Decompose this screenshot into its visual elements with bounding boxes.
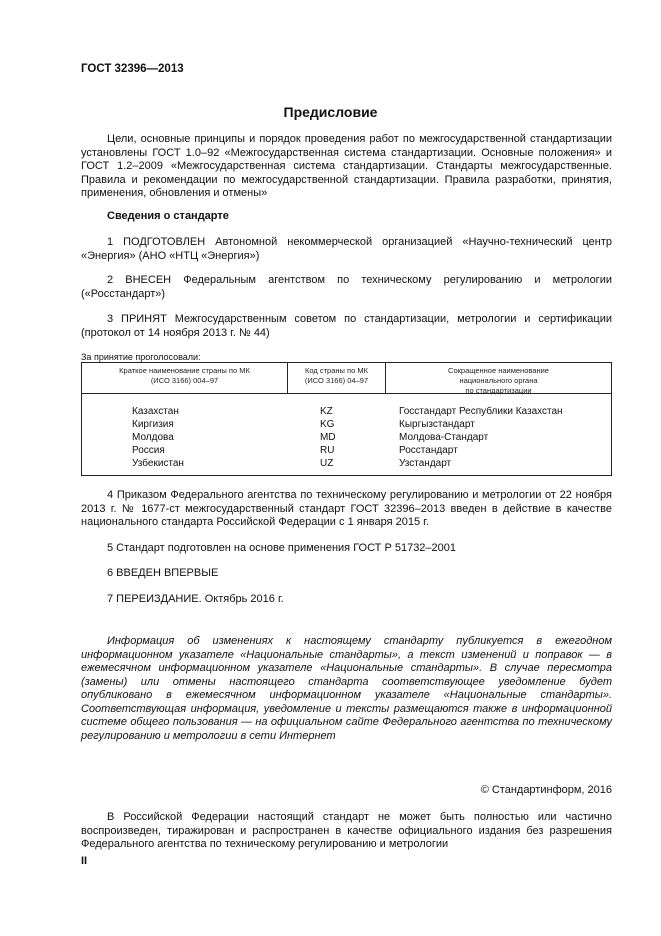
table-cell: Киргизия [132, 419, 174, 430]
item-1: 1 ПОДГОТОВЛЕН Автономной некоммерческой организацией «Научно-технический центр «Энергия» (АНО «НТЦ «Энергия») [81, 236, 612, 262]
table-cell: MD [320, 432, 336, 443]
intro-paragraph: Цели, основные принципы и порядок проведения работ по межгосударственной стандартизации установлены ГОСТ 1.0–92 «Межгосударственная система стандартизации. Основные положения» и ГОСТ 1.2–2009 «Межгосударственная система стандартизации. Стандарты межгосударственные. Правила и рекомендации по межгосударственной стандартизации. Правила разработки, принятия, применения, обновления и отмены» [81, 133, 612, 199]
table-cell: KG [320, 419, 335, 430]
item-4: 4 Приказом Федерального агентства по техническому регулированию и метрологии от 22 ноября 2013 г. № 1677-ст межгосударственный стандарт ГОСТ 32396–2013 введен в действие в качестве национального стандарта Российской Федерации с 1 января 2015 г. [81, 489, 612, 528]
header-body: Сокращенное наименование национального органа по стандартизации [448, 366, 549, 395]
table-cell: Молдова-Стандарт [399, 432, 489, 443]
section-title: Сведения о стандарте [107, 210, 229, 222]
item-7: 7 ПЕРЕИЗДАНИЕ. Октябрь 2016 г. [107, 593, 284, 605]
body-column [399, 405, 563, 470]
header-country: Краткое наименование страны по МК (ИСО 3166) 004–97 [119, 366, 250, 385]
page-title: Предисловие [283, 104, 378, 120]
table-cell: Росстандарт [399, 445, 458, 456]
item-6: 6 ВВЕДЕН ВПЕРВЫЕ [107, 567, 219, 579]
table-cell: Узбекистан [132, 458, 184, 469]
table-cell: Молдова [132, 432, 174, 443]
header-code: Код страны по МК (ИСО 3166) 04–97 [304, 366, 369, 385]
item-5: 5 Стандарт подготовлен на основе применения ГОСТ Р 51732–2001 [107, 542, 457, 554]
code-column [320, 405, 336, 470]
table-cell: RU [320, 445, 335, 456]
item-2: 2 ВНЕСЕН Федеральным агентством по техническому регулированию и метрологии («Росстандарт») [81, 274, 612, 300]
voting-table-header [82, 363, 611, 394]
page-number: II [81, 855, 88, 867]
voting-table [81, 362, 612, 476]
table-cell: Кыргызстандарт [399, 419, 475, 430]
table-cell: Узстандарт [399, 458, 452, 469]
table-cell: UZ [320, 458, 334, 469]
country-column [132, 405, 184, 470]
notice-paragraph: Информация об изменениях к настоящему стандарту публикуется в ежегодном информационном указателе «Национальные стандарты», а текст изменений и поправок — в ежемесячном информационном указателе «Национальные стандарты». В случае пересмотра (замены) или отмены настоящего стандарта соответствующее уведомление будет опубликовано в ежемесячном информационном указателе «Национальные стандарты». Соответствующая информация, уведомление и тексты размещаются также в информационной системе общего пользования — на официальном сайте Федерального агентства по техническому регулированию и метрологии в сети Интернет [81, 635, 612, 742]
table-cell: Казахстан [132, 406, 179, 417]
rights-paragraph: В Российской Федерации настоящий стандарт не может быть полностью или частично воспроизведен, тиражирован и распространен в качестве официального издания без разрешения Федерального агентства по техническому регулированию и метрологии [81, 811, 612, 850]
item-3: 3 ПРИНЯТ Межгосударственным советом по стандартизации, метрологии и сертификации (протокол от 14 ноября 2013 г. № 44) [81, 313, 612, 339]
document-code: ГОСТ 32396—2013 [81, 63, 184, 75]
voting-label: За принятие проголосовали: [81, 352, 201, 362]
table-cell: Госстандарт Республики Казахстан [399, 406, 563, 417]
table-cell: KZ [320, 406, 333, 417]
copyright: © Стандартинформ, 2016 [480, 784, 612, 796]
table-cell: Россия [132, 445, 165, 456]
